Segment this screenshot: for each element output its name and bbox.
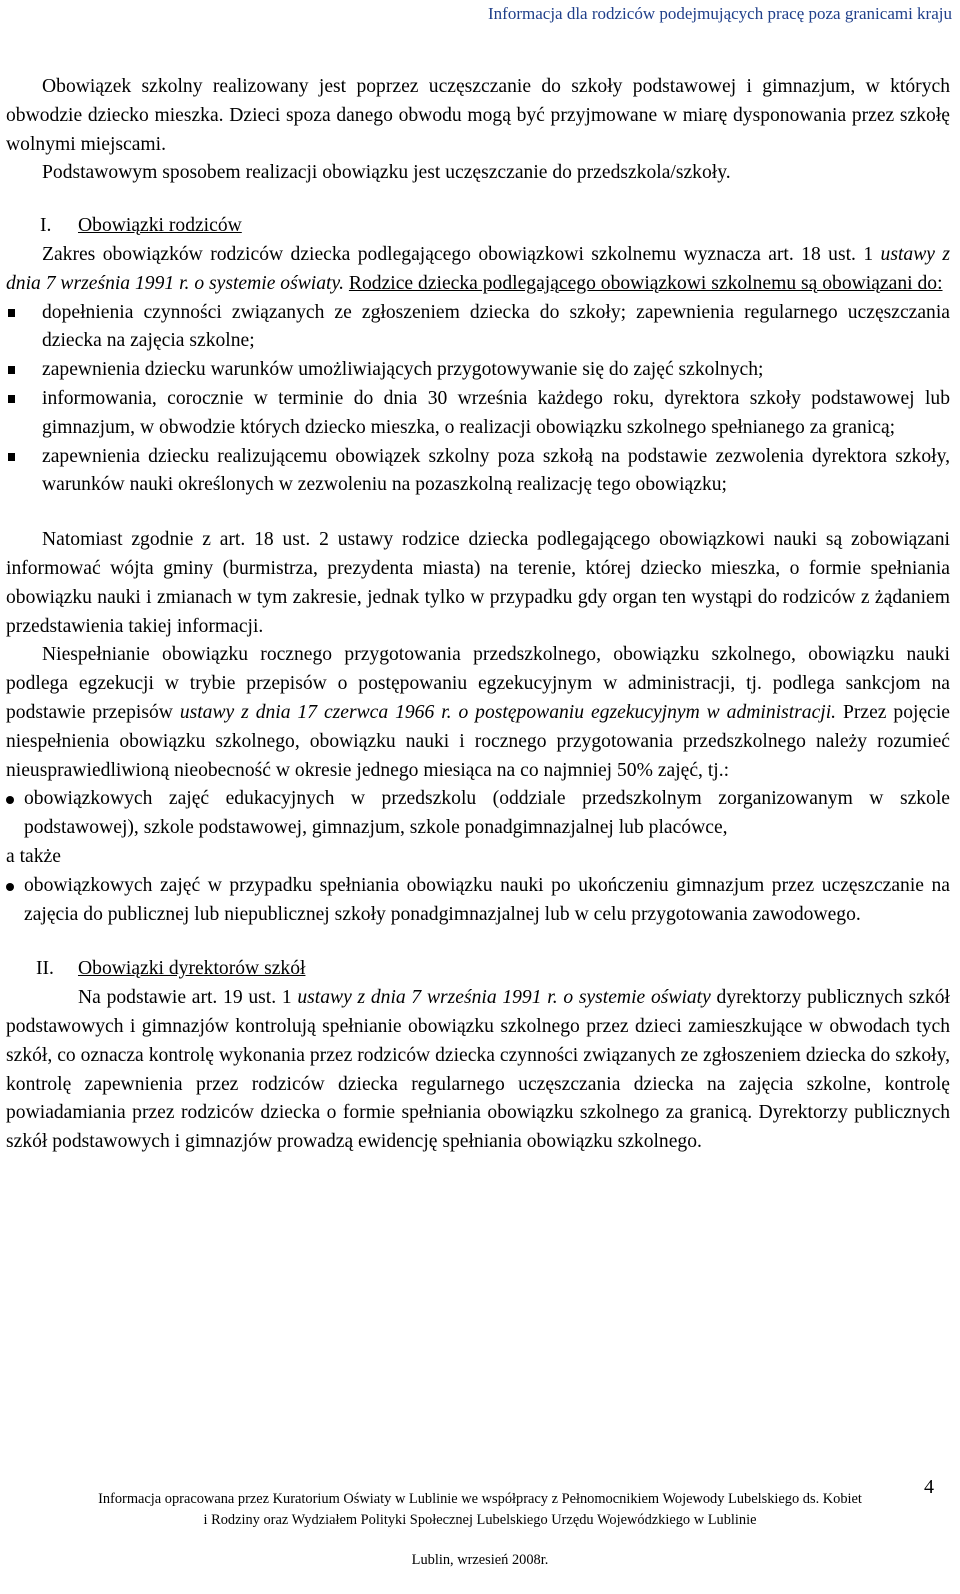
page-number: 4 xyxy=(924,1476,934,1498)
section-1-number: I. xyxy=(40,215,52,237)
act-citation-1: ustawy z dnia 7 września 1991 r. o systemie oświaty. xyxy=(6,243,951,294)
section-1-paragraph-1 xyxy=(6,241,950,299)
footer-place-date: Lublin, wrzesień 2008r. xyxy=(411,1552,549,1568)
section-1-p3-text-cont: Przez pojęcie niespełnienia obowiązku szkolnego, obowiązku nauki i rocznego przygotowania przedszkolnego należy rozumieć nieusprawiedliwioną nieobecność w okresie jednego miesiąca na co najmniej 50% zajęć, tj.: xyxy=(6,701,950,781)
footer-line-2: i Rodziny oraz Wydziałem Polityki Społecznej Lubelskiego Urzędu Wojewódzkiego w Lublinie xyxy=(203,1512,757,1528)
section-2-title: Obowiązki dyrektorów szkół xyxy=(78,958,306,980)
classes-list-2 xyxy=(6,872,950,930)
act-citation-3: ustawy z dnia 7 września 1991 r. o systemie oświaty xyxy=(297,987,711,1009)
intro-paragraph-1: Obowiązek szkolny realizowany jest poprzez uczęszczanie do szkoły podstawowej i gimnazjum, w których obwodzie dziecko mieszka. Dzieci spoza danego obwodu mogą być przyjmowane w miarę dysponowania przez szkołę wolnymi miejscami. xyxy=(6,76,950,155)
section-1-heading xyxy=(6,212,950,241)
list-item: zapewnienia dziecku warunków umożliwiających przygotowywanie się do zajęć szkolnych; xyxy=(6,356,950,385)
footer-credits xyxy=(0,1489,960,1531)
section-1-title: Obowiązki rodziców xyxy=(78,215,242,237)
running-header: Informacja dla rodziców podejmujących pracę poza granicami kraju xyxy=(488,4,952,23)
section-1-p3-text: Niespełnianie obowiązku rocznego przygotowania przedszkolnego, obowiązku szkolnego, obowiązku nauki podlega egzekucji w trybie przepisów o postępowaniu egzekucyjnym w administracji, tj. podlega sankcjom na podstawie przepisów xyxy=(6,644,950,723)
section-1-paragraph-3 xyxy=(6,641,950,785)
parents-obligations-list xyxy=(6,299,950,501)
section-2-paragraph xyxy=(6,984,950,1157)
classes-list-1 xyxy=(6,785,950,843)
section-2-p-text-cont: dyrektorzy publicznych szkół podstawowych i gimnazjów kontrolują spełnianie obowiązku szkolnego przez dzieci zamieszkujące w obwodach tych szkół, co oznacza kontrolę wykonania przez rodziców dziecka czynności związanych ze zgłoszeniem dziecka do szkoły, kontrolę zapewnienia przez rodziców dziecka regularnego uczęszczania dziecka na zajęcia szkolne, kontrolę powiadamiania przez rodziców dziecka o formie spełniania obowiązku szkolnego za granicą. Dyrektorzy publicznych szkół podstawowych i gimnazjów prowadzą ewidencję spełniania obowiązku szkolnego. xyxy=(6,987,950,1153)
section-1-p1-text: Zakres obowiązków rodziców dziecka podlegającego obowiązkowi szkolnemu wyznacza art. 18 ust. 1 xyxy=(42,243,881,265)
parents-obligations-lead: Rodzice dziecka podlegającego obowiązkowi szkolnemu są obowiązani do: xyxy=(348,272,943,294)
act-citation-2: ustawy z dnia 17 czerwca 1966 r. o postępowaniu egzekucyjnym w administracji. xyxy=(179,701,837,723)
section-1-paragraph-2: Natomiast zgodnie z art. 18 ust. 2 ustawy rodzice dziecka podlegającego obowiązkowi nauki są zobowiązani informować wójta gminy (burmistrza, prezydenta miasta) na terenie, której dziecko mieszka, o formie spełniania obowiązku nauki i zmianach w tym zakresie, jednak tylko w przypadku gdy organ ten wystąpi do rodziców z żądaniem przedstawienia takiej informacji. xyxy=(6,529,950,637)
document-body xyxy=(6,73,950,1157)
section-2-number: II. xyxy=(36,958,54,980)
list-item: informowania, corocznie w terminie do dnia 30 września każdego roku, dyrektora szkoły podstawowej lub gimnazjum, w obwodzie których dziecko mieszka, o realizacji obowiązku szkolnego spełnianego za granicą; xyxy=(6,385,950,443)
list-item: obowiązkowych zajęć w przypadku spełniania obowiązku nauki po ukończeniu gimnazjum przez uczęszczanie na zajęcia do publicznej lub niepublicznej szkoły ponadgimnazjalnej lub w celu przygotowania zawodowego. xyxy=(6,872,950,930)
also-text: a także xyxy=(6,845,61,867)
footer-line-1: Informacja opracowana przez Kuratorium Oświaty w Lublinie we współpracy z Pełnomocnikiem Wojewody Lubelskiego ds. Kobiet xyxy=(98,1491,862,1507)
list-item: dopełnienia czynności związanych ze zgłoszeniem dziecka do szkoły; zapewnienia regularnego uczęszczania dziecka na zajęcia szkolne; xyxy=(6,299,950,357)
section-2-p-text: Na podstawie art. 19 ust. 1 xyxy=(78,987,298,1009)
list-item: zapewnienia dziecku realizującemu obowiązek szkolny poza szkołą na podstawie zezwolenia dyrektora szkoły, warunków nauki określonych w zezwoleniu na pozaszkolną realizację tego obowiązku; xyxy=(6,443,950,501)
intro-paragraph-2: Podstawowym sposobem realizacji obowiązku jest uczęszczanie do przedszkola/szkoły. xyxy=(42,162,731,184)
section-2-heading xyxy=(6,955,950,984)
list-item: obowiązkowych zajęć edukacyjnych w przedszkolu (oddziale przedszkolnym zorganizowanym w szkole podstawowej), szkole podstawowej, gimnazjum, szkole ponadgimnazjalnej lub placówce, xyxy=(6,785,950,843)
